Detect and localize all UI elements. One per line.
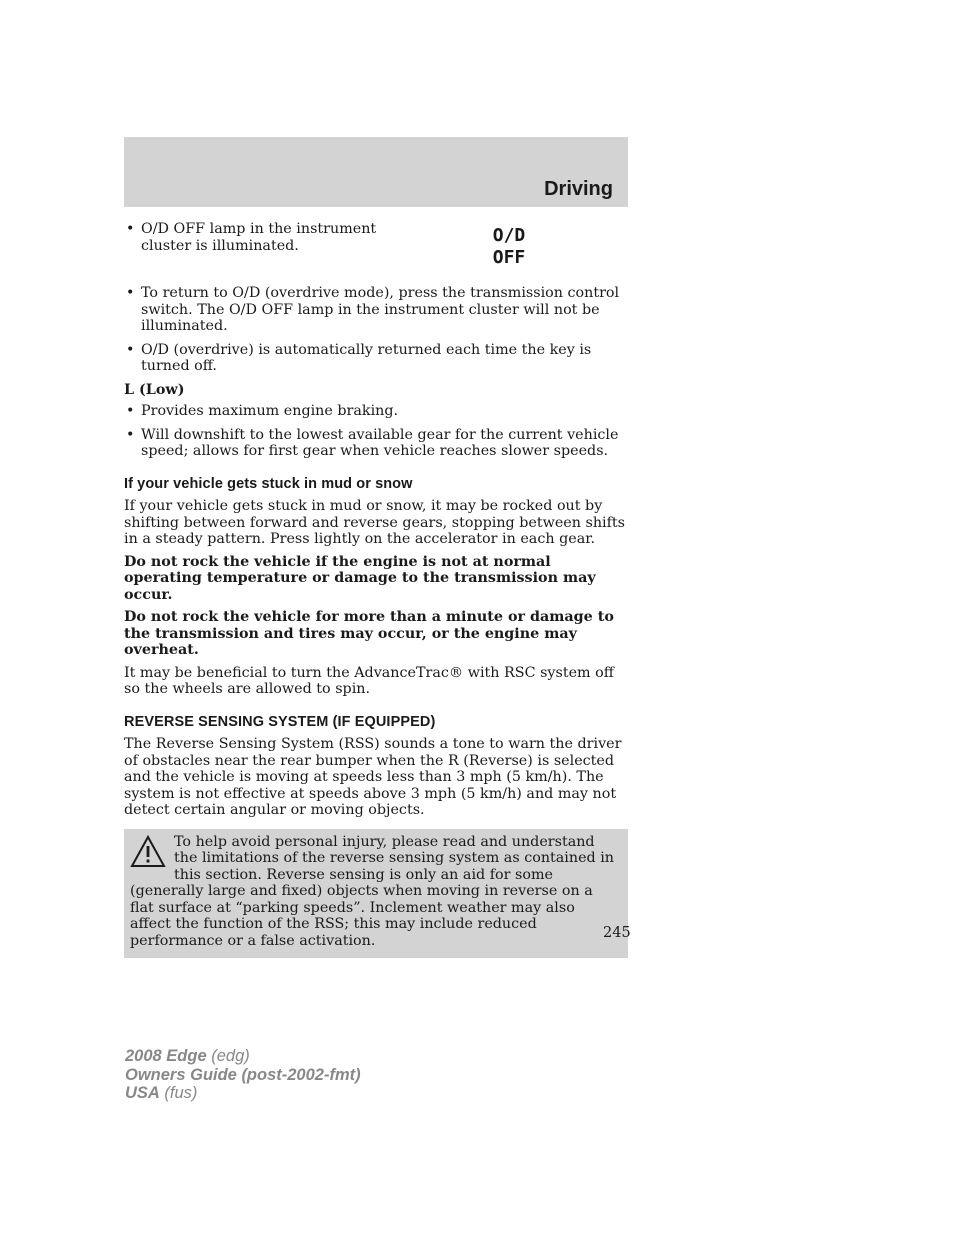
- rss-paragraph: The Reverse Sensing System (RSS) sounds a tone to warn the driver of obstacles near the rear bumper when the R (Reverse) is selected and the vehicle is moving at speeds less than 3 mph (5 km/h). The system is not effective at speeds above 3 mph (5 km/h) and may not detect certain angular or moving objects.: [124, 736, 622, 818]
- document-footer: 2008 Edge (edg) Owners Guide (post-2002-fmt) USA (fus): [125, 1047, 361, 1102]
- list-item: • To return to O/D (overdrive mode), press the transmission control switch. The O/D OFF lamp in the instrument cluster will not be illuminated.: [126, 285, 620, 334]
- section-title: Driving: [544, 178, 613, 200]
- list-item: • Provides maximum engine braking.: [126, 403, 399, 419]
- rss-heading: REVERSE SENSING SYSTEM (IF EQUIPPED): [124, 713, 436, 730]
- bullet-dot: •: [126, 426, 135, 443]
- stuck-heading: If your vehicle gets stuck in mud or snow: [124, 475, 413, 492]
- low-gear-heading: L (Low): [124, 381, 185, 398]
- page-content: [124, 221, 628, 958]
- list-item: • O/D (overdrive) is automatically returned each time the key is turned off.: [126, 341, 592, 374]
- bullet-dot: •: [126, 403, 135, 419]
- stuck-caution-2: Do not rock the vehicle for more than a minute or damage to the transmission and tires may occur, or the engine may overheat.: [124, 609, 614, 658]
- bullet-dot: •: [126, 285, 135, 301]
- warning-triangle-icon: [130, 835, 166, 869]
- list-item: • Will downshift to the lowest available gear for the current vehicle speed; allows for first gear when vehicle reaches slower speeds.: [126, 426, 619, 459]
- bullet-dot: •: [126, 221, 135, 237]
- od-off-row: [124, 221, 628, 281]
- warning-text: To help avoid personal injury, please read and understand the limitations of the reverse sensing system as contained in this section. Reverse sensing is only an aid for some (generally large and fixed) objects when moving in reverse on a flat surface at “parking speeds”. Inclement weather may also affect the function of the RSS; this may include reduced performance or a false activation.: [130, 833, 615, 949]
- stuck-caution-1: Do not rock the vehicle if the engine is not at normal operating temperature or damage to the transmission may occur.: [124, 553, 596, 603]
- list-item: • O/D OFF lamp in the instrument cluster is illuminated.: [126, 221, 377, 254]
- page-number: 245: [603, 925, 631, 941]
- stuck-paragraph: If your vehicle gets stuck in mud or snow, it may be rocked out by shifting between forward and reverse gears, stopping between shifts in a steady pattern. Press lightly on the accelerator in each gear.: [124, 498, 625, 547]
- bullet-dot: •: [126, 341, 135, 358]
- section-header: [124, 137, 628, 207]
- warning-box: [124, 829, 628, 959]
- od-off-lamp-icon: O/D OFF: [492, 225, 526, 268]
- advancetrac-paragraph: It may be beneficial to turn the AdvanceTrac® with RSC system off so the wheels are allowed to spin.: [124, 664, 614, 697]
